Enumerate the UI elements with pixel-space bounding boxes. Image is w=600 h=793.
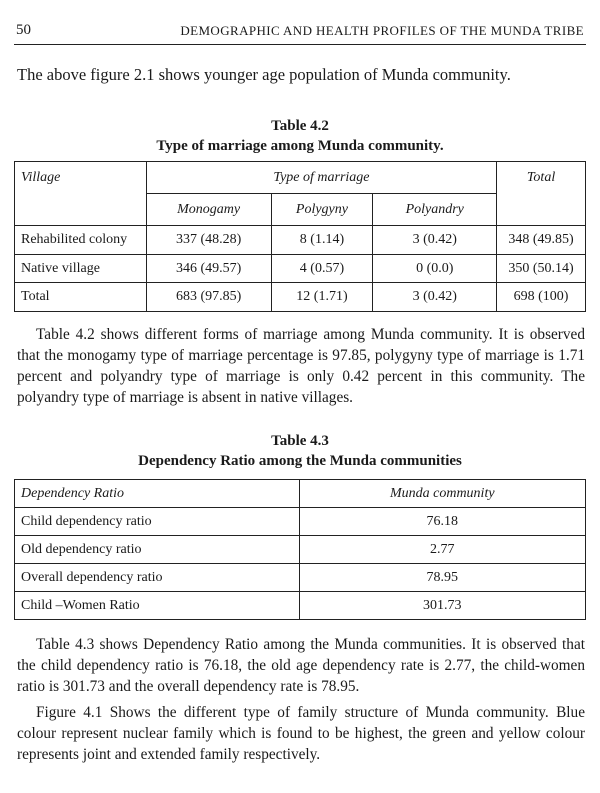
intro-paragraph: The above figure 2.1 shows younger age population of Munda community. xyxy=(17,65,511,84)
row-total: 350 (50.14) xyxy=(497,255,586,283)
paragraph-table-4-2: Table 4.2 shows different forms of marriage among Munda community. It is observed that the monogamy type of marriage percentage is 97.85, polygyny type of marriage is 1.71 percent and polyandry type of marriage is only 0.42 percent in this community. The polyandry type of marriage is absent in native villages. xyxy=(17,326,585,406)
row-polyandry: 0 (0.0) xyxy=(373,255,497,283)
table-row xyxy=(15,564,586,592)
table-row xyxy=(15,592,586,620)
table-row xyxy=(15,226,586,255)
ratio-name: Overall dependency ratio xyxy=(15,564,300,592)
row-total: 348 (49.85) xyxy=(497,226,586,255)
column-header-monogamy: Monogamy xyxy=(146,194,271,226)
row-polygyny: 4 (0.57) xyxy=(271,255,373,283)
marriage-type-table xyxy=(14,161,586,312)
table-row xyxy=(15,255,586,283)
ratio-name: Old dependency ratio xyxy=(15,536,300,564)
column-header-munda-community: Munda community xyxy=(299,480,586,508)
ratio-value: 301.73 xyxy=(299,592,586,620)
row-polyandry: 3 (0.42) xyxy=(373,226,497,255)
column-header-polyandry: Polyandry xyxy=(373,194,497,226)
table-4-2-title: Type of marriage among Munda community. xyxy=(156,138,444,154)
column-header-total: Total xyxy=(497,162,586,226)
row-total: 698 (100) xyxy=(497,283,586,312)
paragraph-table-4-3: Table 4.3 shows Dependency Ratio among the Munda communities. It is observed that the child dependency ratio is 76.18, the old age dependency rate is 2.77, the child-women ratio is 301.73 and the overall dependency rate is 78.95. xyxy=(17,636,585,695)
paragraph-figure-4-1: Figure 4.1 Shows the different type of family structure of Munda community. Blue colour represent nuclear family which is found to be highest, the green and yellow colour represents joint and extended family respectively. xyxy=(17,704,585,763)
column-header-type-of-marriage: Type of marriage xyxy=(146,162,496,194)
table-header-row xyxy=(15,480,586,508)
running-head: DEMOGRAPHIC AND HEALTH PROFILES OF THE MUNDA TRIBE xyxy=(180,23,584,38)
row-monogamy: 346 (49.57) xyxy=(146,255,271,283)
column-header-village: Village xyxy=(15,162,147,226)
table-row xyxy=(15,508,586,536)
ratio-value: 78.95 xyxy=(299,564,586,592)
table-4-2-label: Table 4.2 xyxy=(271,118,329,134)
row-polygyny: 12 (1.71) xyxy=(271,283,373,312)
row-village: Total xyxy=(15,283,147,312)
page-number: 50 xyxy=(16,22,31,38)
ratio-value: 2.77 xyxy=(299,536,586,564)
column-header-dependency-ratio: Dependency Ratio xyxy=(15,480,300,508)
table-header-row xyxy=(15,162,586,194)
table-row xyxy=(15,536,586,564)
row-polygyny: 8 (1.14) xyxy=(271,226,373,255)
dependency-ratio-table xyxy=(14,479,586,620)
row-monogamy: 683 (97.85) xyxy=(146,283,271,312)
table-row xyxy=(15,283,586,312)
row-village: Rehabilited colony xyxy=(15,226,147,255)
table-4-3-label: Table 4.3 xyxy=(271,433,329,449)
ratio-name: Child –Women Ratio xyxy=(15,592,300,620)
ratio-name: Child dependency ratio xyxy=(15,508,300,536)
table-4-3-title: Dependency Ratio among the Munda communities xyxy=(138,453,462,469)
row-monogamy: 337 (48.28) xyxy=(146,226,271,255)
column-header-polygyny: Polygyny xyxy=(271,194,373,226)
page-header xyxy=(14,22,586,45)
ratio-value: 76.18 xyxy=(299,508,586,536)
row-polyandry: 3 (0.42) xyxy=(373,283,497,312)
row-village: Native village xyxy=(15,255,147,283)
